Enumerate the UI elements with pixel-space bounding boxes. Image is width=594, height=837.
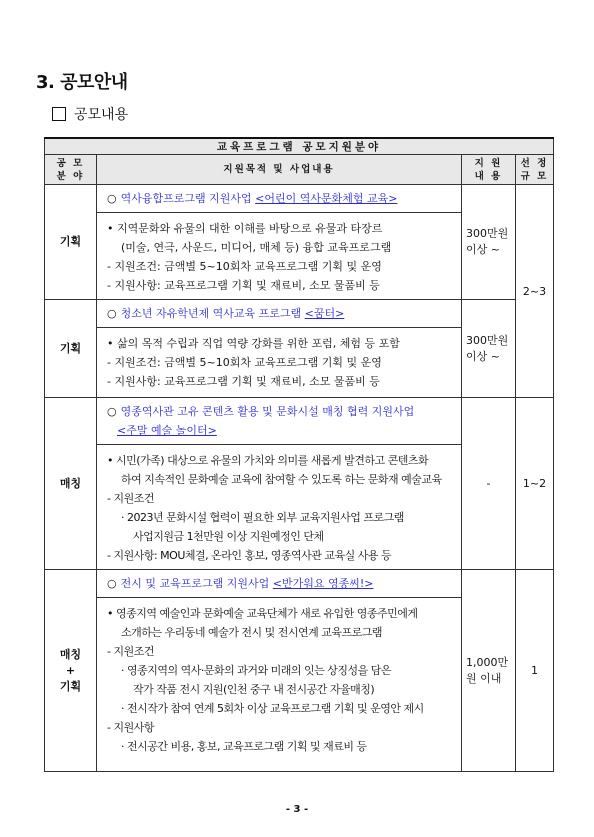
program-title-name: <반가워요 영종씨!>	[272, 577, 374, 590]
content-line: · 2023년 문화시설 협력이 필요한 외부 교육지원사업 프로그램	[121, 511, 404, 524]
table-row	[45, 570, 554, 772]
program-title-name: <주말 예술 놀이터>	[117, 424, 217, 437]
subsection-heading	[52, 104, 128, 124]
program-title-main: 전시 및 교육프로그램 지원사업	[120, 577, 273, 590]
row-type-label: 기획	[59, 235, 82, 248]
circle-bullet-icon: ○	[107, 577, 117, 590]
program-title-main: 역사융합프로그램 지원사업	[120, 192, 256, 205]
content-line: - 지원조건: 금액별 5~10회차 교육프로그램 기획 및 운영	[107, 356, 382, 369]
content-line: 사업지원금 1천만원 이상 지원예정인 단체	[133, 530, 324, 543]
table-row	[45, 300, 554, 398]
program-title-name: <꿈터>	[304, 307, 345, 320]
row-content	[97, 185, 462, 300]
table-row	[45, 185, 554, 300]
row-amount	[462, 398, 516, 570]
header-count-line: 선 정	[520, 157, 549, 169]
program-title	[97, 398, 461, 445]
content-line: (미술, 연극, 사운드, 미디어, 매체 등) 융합 교육프로그램	[121, 241, 392, 254]
header-amount	[462, 155, 516, 185]
subsection-title: 공모내용	[74, 107, 129, 123]
program-title-main: 청소년 자유학년제 역사교육 프로그램	[120, 307, 305, 320]
row-count: 1	[516, 570, 554, 772]
amount-line: 300만원	[466, 333, 509, 347]
row-content	[97, 300, 462, 398]
content-line: - 지원사항: MOU체결, 온라인 홍보, 영종역사관 교육실 사용 등	[107, 549, 392, 562]
header-amount-line: 지 원	[474, 157, 503, 169]
row-type-label: 매칭	[59, 476, 82, 490]
row-amount	[462, 300, 516, 398]
content-line: - 지원사항: 교육프로그램 기획 및 재료비, 소모 물품비 등	[107, 279, 380, 292]
header-type-line: 공 모	[56, 157, 85, 169]
content-line: • 영종지역 예술인과 문화예술 교육단체가 새로 유입한 영종주민에게	[107, 607, 418, 620]
content-line: · 전시작가 참여 연계 5회차 이상 교육프로그램 기획 및 운영안 제시	[121, 702, 424, 715]
circle-bullet-icon: ○	[107, 192, 117, 205]
content-line: - 지원조건	[107, 645, 154, 658]
page-number: - 3 -	[285, 804, 309, 815]
content-line: - 지원사항	[107, 721, 154, 734]
row-type	[45, 300, 97, 398]
header-type	[45, 155, 97, 185]
content-line: 하여 지속적인 문화예술 교육에 참여할 수 있도록 하는 문화재 예술교육	[121, 473, 442, 486]
content-line: 작가 작품 전시 지원(인천 중구 내 전시공간 자율매칭)	[133, 683, 375, 696]
program-body	[97, 598, 461, 760]
program-title-name: <어린이 역사문화체험 교육>	[255, 192, 398, 205]
content-line: · 영종지역의 역사·문화의 과거와 미래의 잇는 상징성을 담은	[121, 664, 391, 677]
row-type-label: 매칭	[59, 647, 82, 661]
circle-bullet-icon: ○	[107, 307, 117, 320]
header-count-line: 규 모	[520, 170, 549, 182]
row-type	[45, 570, 97, 772]
program-title	[97, 570, 461, 598]
row-amount	[462, 185, 516, 300]
program-body	[97, 328, 461, 395]
row-type	[45, 185, 97, 300]
content-line: 소개하는 우리동네 예술가 전시 및 전시연계 교육프로그램	[121, 626, 383, 639]
header-count	[516, 155, 554, 185]
section-title: 3. 공모안내	[36, 72, 128, 93]
header-amount-line: 내 용	[474, 170, 503, 182]
table-row	[45, 398, 554, 570]
amount-line: 이상 ~	[466, 349, 500, 363]
content-line: - 지원조건	[107, 492, 154, 505]
program-body	[97, 445, 461, 569]
header-type-line: 분 야	[56, 170, 85, 182]
header-purpose: 지원목적 및 사업내용	[97, 155, 462, 185]
program-body	[97, 213, 461, 299]
program-title	[97, 300, 461, 328]
amount-line: 원 이내	[466, 671, 502, 685]
row-amount	[462, 570, 516, 772]
row-count: 2~3	[516, 185, 554, 398]
amount-line: 300만원	[466, 227, 509, 240]
content-line: • 지역문화와 유물의 대한 이해를 바탕으로 유물과 타장르	[107, 222, 383, 235]
content-line: - 지원사항: 교육프로그램 기획 및 재료비, 소모 물품비 등	[107, 375, 380, 388]
content-line: - 지원조건: 금액별 5~10회차 교육프로그램 기획 및 운영	[107, 260, 382, 273]
table-title: 교육프로그램 공모지원분야	[45, 138, 554, 155]
row-type-label: +	[65, 663, 76, 677]
amount-line: 1,000만	[466, 655, 509, 669]
row-type-label: 기획	[59, 341, 82, 355]
row-content	[97, 570, 462, 772]
checkbox-icon	[52, 107, 66, 121]
row-content	[97, 398, 462, 570]
row-type-label: 기획	[59, 679, 82, 693]
row-count: 1~2	[516, 398, 554, 570]
amount-line: -	[486, 476, 491, 490]
content-line: • 삶의 목적 수립과 직업 역량 강화를 위한 포럼, 체험 등 포함	[107, 337, 400, 350]
program-title	[97, 185, 461, 213]
content-line: • 시민(가족) 대상으로 유물의 가치와 의미를 새롭게 발견하고 콘텐츠화	[107, 454, 429, 467]
amount-line: 이상 ~	[466, 243, 500, 256]
program-title-main: 영종역사관 고유 콘텐츠 활용 및 문화시설 매칭 협력 지원사업	[120, 405, 415, 418]
support-table	[44, 137, 554, 772]
circle-bullet-icon: ○	[107, 405, 117, 418]
content-line: · 전시공간 비용, 홍보, 교육프로그램 기획 및 재료비 등	[121, 740, 367, 753]
row-type	[45, 398, 97, 570]
